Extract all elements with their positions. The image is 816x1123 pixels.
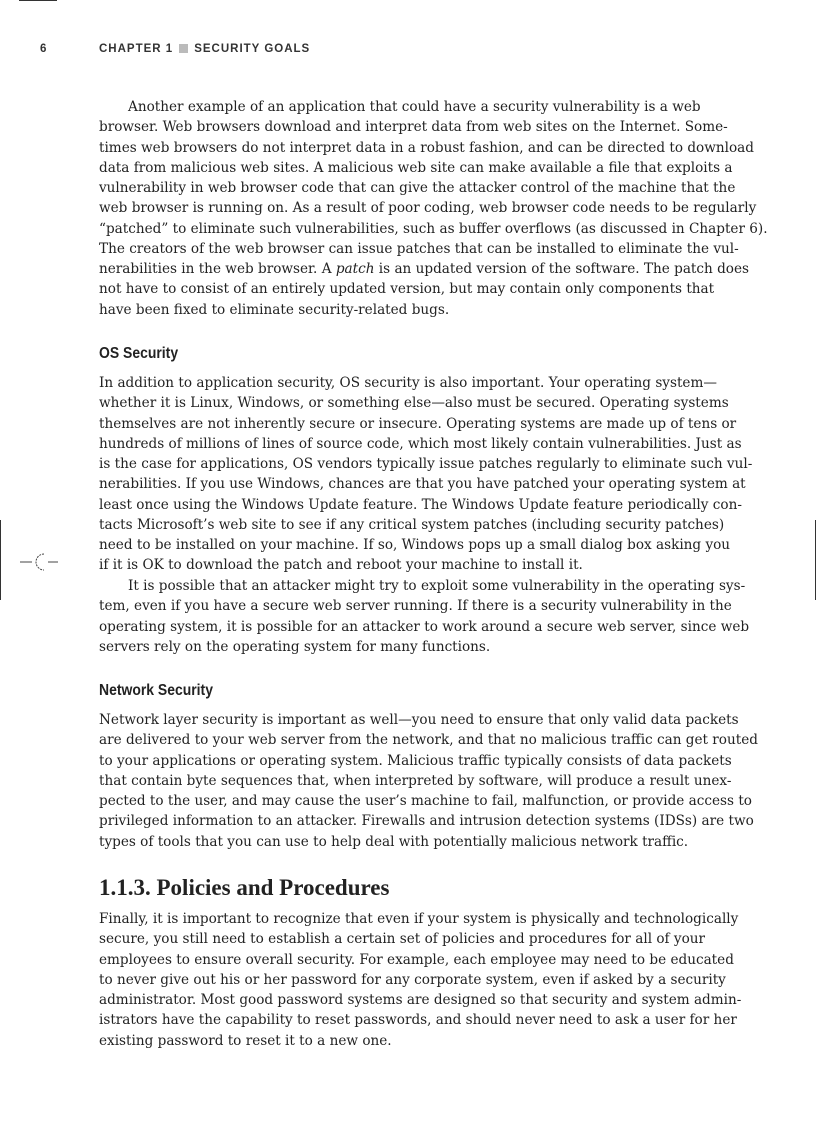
text-line: Finally, it is important to recognize that even if your system is physically and technologically bbox=[99, 911, 739, 927]
text-line: that contain byte sequences that, when interpreted by software, will produce a result unex- bbox=[99, 772, 732, 789]
crop-mark-top bbox=[19, 0, 57, 1]
text-line: browser. Web browsers download and interpret data from web sites on the Internet. Some- bbox=[99, 119, 728, 136]
text-line: times web browsers do not interpret data in a robust fashion, and can be directed to download bbox=[99, 139, 754, 156]
section-heading: 1.1.3. Policies and Procedures bbox=[99, 875, 390, 900]
text-line: nerabilities. If you use Windows, chances are that you have patched your operating system at bbox=[99, 476, 746, 493]
registration-mark-icon bbox=[18, 548, 60, 576]
text-line: if it is OK to download the patch and reboot your machine to install it. bbox=[99, 557, 583, 574]
text-line: Another example of an application that could have a security vulnerability is a web bbox=[128, 99, 701, 115]
text-line: It is possible that an attacker might try to exploit some vulnerability in the operating sys- bbox=[128, 578, 746, 594]
text-line: existing password to reset it to a new one. bbox=[99, 1032, 392, 1049]
text-line: The creators of the web browser can issue patches that can be installed to eliminate the vul- bbox=[99, 240, 739, 257]
text-line: is the case for applications, OS vendors typically issue patches regularly to eliminate such vul- bbox=[99, 456, 753, 472]
text-line: least once using the Windows Update feature. The Windows Update feature periodically con- bbox=[99, 496, 742, 513]
crop-mark-left bbox=[0, 520, 1, 600]
term-patch: patch bbox=[335, 261, 375, 277]
paragraph bbox=[99, 710, 758, 852]
text-line: are delivered to your web server from the network, and that no malicious traffic can get routed bbox=[99, 732, 758, 749]
text-line: vulnerability in web browser code that can give the attacker control of the machine that the bbox=[99, 180, 736, 196]
page-number: 6 bbox=[40, 43, 48, 55]
paragraph bbox=[99, 576, 750, 657]
paragraph bbox=[99, 909, 742, 1051]
text-line: operating system, it is possible for an attacker to work around a secure web server, since web bbox=[99, 618, 750, 635]
text-line: have been fixed to eliminate security-related bugs. bbox=[99, 301, 450, 318]
paragraph bbox=[99, 97, 768, 320]
separator-square-icon bbox=[179, 44, 188, 53]
text-line: servers rely on the operating system for many functions. bbox=[99, 638, 491, 655]
text-line: employees to ensure overall security. For example, each employee may need to be educated bbox=[99, 951, 734, 968]
text-line: web browser is running on. As a result of poor coding, web browser code needs to be regularly bbox=[99, 200, 757, 217]
text-line: to never give out his or her password for any corporate system, even if asked by a security bbox=[99, 971, 726, 988]
text-line: administrator. Most good password systems are designed so that security and system admin- bbox=[99, 992, 742, 1008]
text-line: themselves are not inherently secure or insecure. Operating systems are made up of tens or bbox=[99, 415, 737, 432]
chapter-header bbox=[99, 43, 310, 55]
text-line: secure, you still need to establish a certain set of policies and procedures for all of your bbox=[99, 931, 706, 948]
text-line: Network layer security is important as well—you need to ensure that only valid data packets bbox=[99, 712, 739, 728]
text-line: to your applications or operating system. Malicious traffic typically consists of data packets bbox=[99, 752, 732, 769]
text-line: need to be installed on your machine. If so, Windows pops up a small dialog box asking you bbox=[99, 537, 731, 553]
text-line: not have to consist of an entirely updated version, but may contain only components that bbox=[99, 281, 715, 298]
chapter-title: SECURITY GOALS bbox=[194, 43, 311, 55]
section-heading: Network Security bbox=[99, 682, 213, 699]
section-heading: OS Security bbox=[99, 345, 179, 362]
chapter-label: CHAPTER 1 bbox=[99, 43, 174, 55]
text-line: tacts Microsoft’s web site to see if any critical system patches (including security patches) bbox=[99, 516, 725, 533]
text-line: istrators have the capability to reset passwords, and should never need to ask a user for her bbox=[99, 1012, 737, 1029]
text-line: pected to the user, and may cause the user’s machine to fail, malfunction, or provide access to bbox=[99, 793, 752, 809]
text-line: data from malicious web sites. A malicious web site can make available a file that exploits a bbox=[99, 159, 733, 176]
text-line: whether it is Linux, Windows, or something else—also must be secured. Operating systems bbox=[99, 395, 729, 412]
paragraph bbox=[99, 373, 753, 576]
running-header bbox=[40, 43, 47, 55]
text-line: types of tools that you can use to help deal with potentially malicious network traffic. bbox=[99, 833, 689, 850]
text-line: In addition to application security, OS security is also important. Your operating system— bbox=[99, 375, 717, 391]
text-line: “patched” to eliminate such vulnerabilities, such as buffer overflows (as discussed in Chapter 6). bbox=[99, 220, 768, 237]
text-line: tem, even if you have a secure web server running. If there is a security vulnerability in the bbox=[99, 598, 732, 615]
text-line: hundreds of millions of lines of source code, which most likely contain vulnerabilities. Just as bbox=[99, 435, 742, 452]
text-line: nerabilities in the web browser. A patch is an updated version of the software. The patch does bbox=[99, 261, 749, 277]
text-line: privileged information to an attacker. Firewalls and intrusion detection systems (IDSs) are two bbox=[99, 813, 754, 830]
